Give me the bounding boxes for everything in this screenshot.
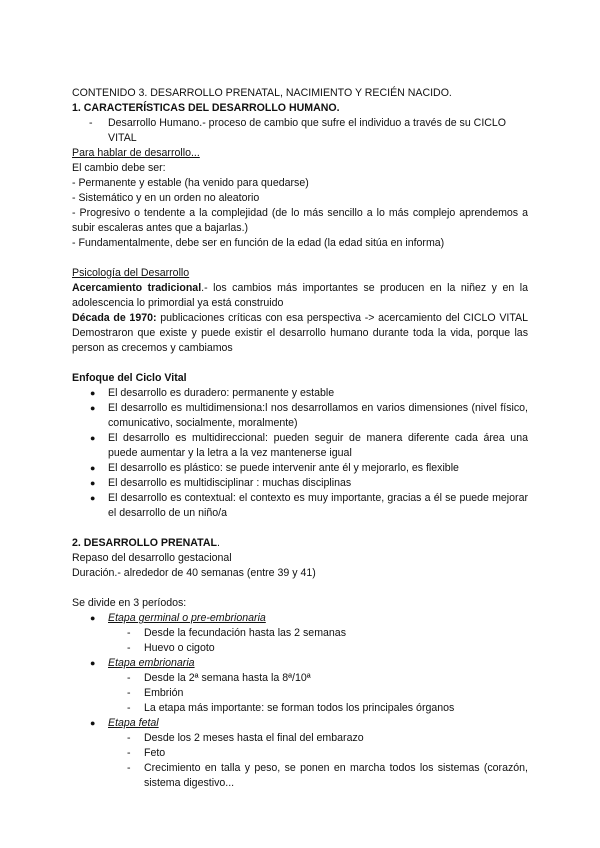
document-body [72,86,528,791]
enfoque-list [72,386,528,521]
cambio-item: - Fundamentalmente, debe ser en función de la edad (la edad sitúa en informa) [72,237,445,249]
dash-marker: - [89,117,93,129]
dash-marker: - [127,732,131,744]
section-2-title-text: 2. DESARROLLO PRENATAL [72,537,217,549]
list-item-text: El desarrollo es multidimensiona:l nos desarrollamos en varios dimensiones (nivel físico, comunicativo, socialmente, moralmente) [108,402,528,429]
etapa-title: Etapa embrionaria [108,657,195,669]
list-item-text: El desarrollo es contextual: el contexto es muy importante, gracias a él se puede mejorar el desarrollo de un niño/a [108,492,528,519]
list-item [72,626,528,641]
bullet-icon: ● [90,613,96,623]
decada-label: Década de 1970: [72,312,157,324]
bullet-icon: ● [90,433,96,443]
bullet-icon: ● [90,463,96,473]
bullet-icon: ● [90,658,96,668]
repaso-line: Repaso del desarrollo gestacional [72,552,232,564]
psicologia-heading: Psicología del Desarrollo [72,267,190,279]
list-item [72,731,528,746]
list-item-text: El desarrollo es multidireccional: pueden seguir de manera diferente cada área una puede aumentar y la letra a la vez mantenerse igual [108,432,528,459]
dash-marker: - [127,687,131,699]
definition-item [72,116,528,146]
dash-marker: - [127,702,131,714]
list-item-text: Huevo o cigoto [144,642,215,654]
etapas-list [72,611,528,626]
acercamiento-paragraph [72,281,528,311]
list-item-text: Desde la fecundación hasta las 2 semanas [144,627,346,639]
etapa-germinal-details [72,626,528,656]
list-item-text: Desde los 2 meses hasta el final del embarazo [144,732,364,744]
bullet-icon: ● [90,493,96,503]
dash-marker: - [127,747,131,759]
list-item [72,746,528,761]
etapas-list [72,716,528,731]
list-item-text: El desarrollo es duradero: permanente y estable [108,387,335,399]
dash-marker: - [127,762,131,774]
list-item-text: Embrión [144,687,184,699]
list-item [72,686,528,701]
list-item [72,401,528,431]
document-heading: CONTENIDO 3. DESARROLLO PRENATAL, NACIMIENTO Y RECIÉN NACIDO. [72,87,452,99]
cambio-item: - Progresivo o tendente a la complejidad (de lo más sencillo a lo más complejo aprendemos a subir escaleras antes que a bajarlas.) [72,207,528,234]
dash-marker: - [127,672,131,684]
section-2-title-dot: . [216,537,220,549]
list-item [72,701,528,716]
etapa-embrionaria-details [72,671,528,716]
duracion-line: Duración.- alrededor de 40 semanas (entre 39 y 41) [72,567,316,579]
list-item [72,641,528,656]
cambio-item: - Permanente y estable (ha venido para quedarse) [72,177,309,189]
etapa-embrionaria [72,656,528,671]
dash-marker: - [127,642,131,654]
etapa-title: Etapa germinal o pre-embrionaria [108,612,266,624]
bullet-icon: ● [90,718,96,728]
etapa-fetal-details [72,731,528,791]
acercamiento-text: .- los cambios más importantes se producen en la niñez y en la adolescencia lo primordial ya está construido [72,282,529,309]
list-item [72,431,528,461]
decada-paragraph [72,311,528,356]
acercamiento-label: Acercamiento tradicional [72,282,202,294]
list-item-text: La etapa más importante: se forman todos los principales órganos [144,702,455,714]
cambio-intro: El cambio debe ser: [72,162,166,174]
section-2-title [72,536,528,551]
list-item [72,671,528,686]
cambio-item: - Sistemático y en un orden no aleatorio [72,192,260,204]
divide-line: Se divide en 3 períodos: [72,597,187,609]
etapa-fetal [72,716,528,731]
etapas-list [72,656,528,671]
section-1-title: 1. CARACTERÍSTICAS DEL DESARROLLO HUMANO. [72,102,340,114]
list-item [72,761,528,791]
etapa-title: Etapa fetal [108,717,159,729]
list-item [72,476,528,491]
list-item [72,461,528,476]
list-item-text: Desde la 2ª semana hasta la 8ª/10ª [144,672,311,684]
bullet-icon: ● [90,388,96,398]
bullet-icon: ● [90,403,96,413]
dash-marker: - [127,627,131,639]
decada-text: publicaciones críticas con esa perspectiva -> acercamiento del CICLO VITAL Demostraron que existe y puede existir el desarrollo humano durante toda la vida, porque las person as crecemos y cambiamos [72,312,528,354]
list-item-text: El desarrollo es multidisciplinar : muchas disciplinas [108,477,352,489]
bullet-icon: ● [90,478,96,488]
list-item-text: El desarrollo es plástico: se puede intervenir ante él y mejorarlo, es flexible [108,462,459,474]
definition-text: Desarrollo Humano.- proceso de cambio que sufre el individuo a través de su CICLO VITAL [108,117,507,144]
enfoque-heading: Enfoque del Ciclo Vital [72,372,187,384]
para-hablar-heading: Para hablar de desarrollo... [72,147,200,159]
list-item-text: Feto [144,747,166,759]
list-item [72,491,528,521]
list-item-text: Crecimiento en talla y peso, se ponen en marcha todos los sistemas (corazón, sistema digestivo... [144,762,528,789]
list-item [72,386,528,401]
etapa-germinal [72,611,528,626]
